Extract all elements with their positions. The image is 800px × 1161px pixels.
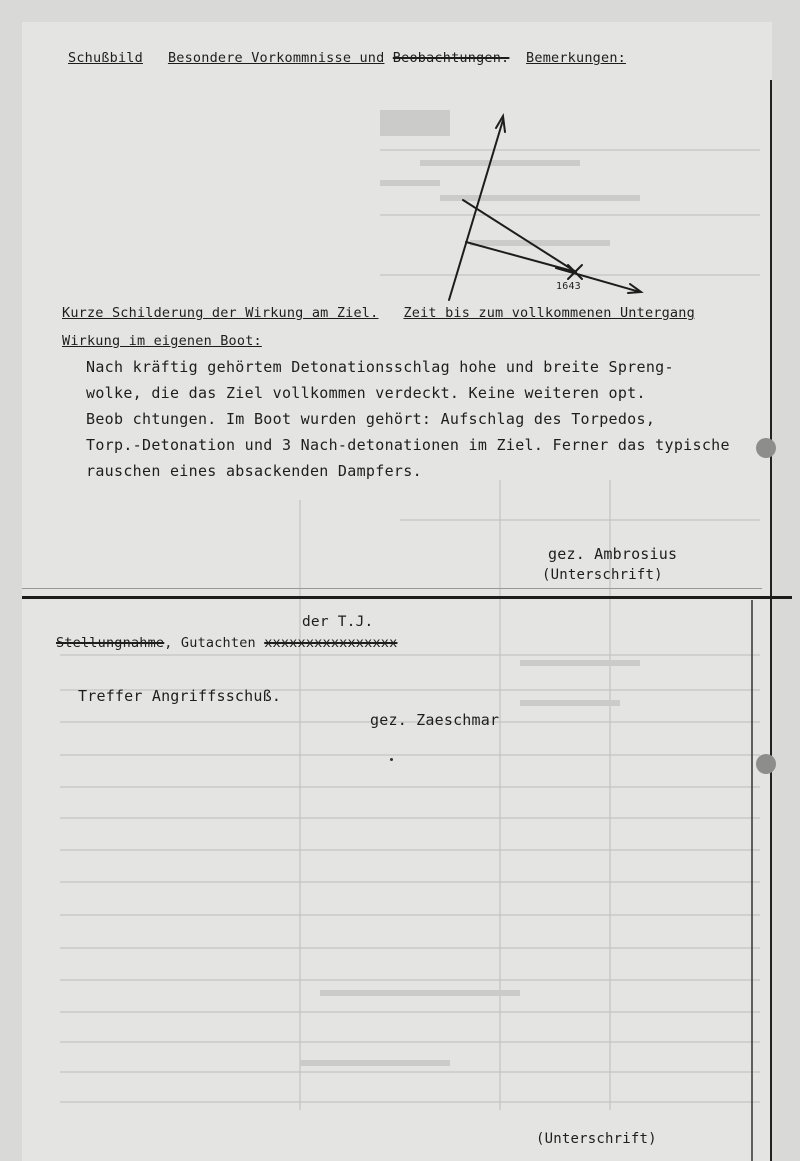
- punch-hole-top: [756, 438, 776, 458]
- bemerkungen-label: Bemerkungen:: [526, 50, 626, 66]
- schussbild-label: Schußbild: [68, 50, 143, 66]
- track-line-1: [449, 120, 503, 300]
- ink-dot: [390, 758, 393, 761]
- body-line-4: Torp.-Detonation und 3 Nach-detonationen im Ziel. Ferner das typische: [86, 436, 730, 454]
- section-divider: [22, 596, 792, 599]
- wirkung-boot-label: Wirkung im eigenen Boot:: [62, 333, 262, 349]
- vorkommnisse-label: Besondere Vorkommnisse und: [167, 50, 385, 66]
- gutachten-struck-after: xxxxxxxxxxxxxxxx: [264, 635, 398, 651]
- gutachten-label: , Gutachten: [164, 635, 256, 651]
- track-line-2: [463, 200, 576, 272]
- body-line-5: rauschen eines absackenden Dampfers.: [86, 462, 422, 480]
- gutachten-text: Treffer Angriffsschuß.: [78, 687, 282, 705]
- wirkung-ziel-label: Kurze Schilderung der Wirkung am Ziel.: [62, 305, 379, 321]
- punch-hole-bottom: [756, 754, 776, 774]
- gutachten-row: [56, 635, 397, 651]
- body-line-2: wolke, die das Ziel vollkommen verdeckt. Keine weiteren opt.: [86, 384, 646, 402]
- signature-caption-1: (Unterschrift): [542, 567, 663, 583]
- section-divider-faint: [22, 588, 762, 589]
- signature-zaeschmar: gez. Zaeschmar: [370, 711, 500, 729]
- zeit-untergang-label: Zeit bis zum vollkommenen Untergang: [403, 305, 695, 321]
- sketch-label: 1643: [556, 281, 581, 292]
- wirkung-ziel-row: [62, 305, 695, 321]
- signature-caption-2: (Unterschrift): [536, 1131, 657, 1147]
- body-line-3: Beob chtungen. Im Boot wurden gehört: Aufschlag des Torpedos,: [86, 410, 656, 428]
- vorkommnisse-struck: Beobachtungen.: [392, 50, 510, 66]
- gutachten-prefix: der T.J.: [302, 614, 374, 630]
- stellungnahme-struck: Stellungnahme: [56, 635, 165, 651]
- body-line-1: Nach kräftig gehörtem Detonationsschlag hohe und breite Spreng-: [86, 358, 674, 376]
- track-line-3: [466, 242, 576, 272]
- signature-ambrosius: gez. Ambrosius: [548, 545, 678, 563]
